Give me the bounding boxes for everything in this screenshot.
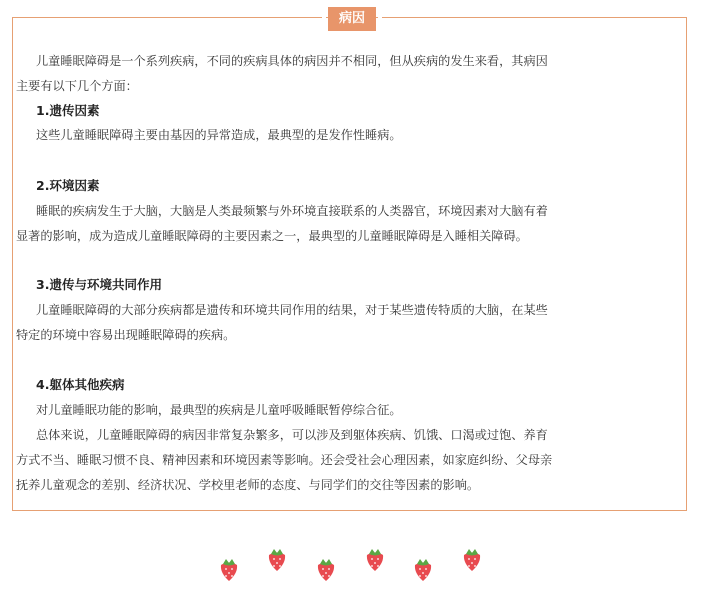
heading-environment: 2.环境因素 bbox=[36, 178, 100, 193]
strawberry-icon bbox=[461, 546, 483, 572]
section-tag: 病因 bbox=[328, 7, 376, 31]
strawberry-icon bbox=[364, 546, 386, 572]
summary-line: 抚养儿童观念的差别、经济状况、学校里老师的态度、与同学们的交往等因素的影响。 bbox=[16, 478, 480, 492]
paragraph-line: 这些儿童睡眠障碍主要由基因的异常造成，最典型的是发作性睡病。 bbox=[36, 128, 402, 142]
strawberry-icon bbox=[266, 546, 288, 572]
heading-combined: 3.遗传与环境共同作用 bbox=[36, 277, 162, 292]
summary-line: 方式不当、睡眠习惯不良、精神因素和环境因素等影响。还会受社会心理因素，如家庭纠纷、父母亲 bbox=[16, 453, 553, 467]
heading-other-disease: 4.躯体其他疾病 bbox=[36, 377, 125, 392]
intro-line: 儿童睡眠障碍是一个系列疾病，不同的疾病具体的病因并不相同，但从疾病的发生来看，其病因 bbox=[36, 54, 548, 68]
intro-line: 主要有以下几个方面： bbox=[16, 79, 138, 93]
paragraph-line: 特定的环境中容易出现睡眠障碍的疾病。 bbox=[16, 328, 236, 342]
paragraph-line: 显著的影响，成为造成儿童睡眠障碍的主要因素之一，最典型的儿童睡眠障碍是入睡相关障碍。 bbox=[16, 229, 528, 243]
paragraph-line: 对儿童睡眠功能的影响，最典型的疾病是儿童呼吸睡眠暂停综合征。 bbox=[36, 403, 402, 417]
paragraph-line: 儿童睡眠障碍的大部分疾病都是遗传和环境共同作用的结果，对于某些遗传特质的大脑，在某些 bbox=[36, 303, 548, 317]
strawberry-icon bbox=[315, 556, 337, 582]
summary-line: 总体来说，儿童睡眠障碍的病因非常复杂繁多，可以涉及到躯体疾病、饥饿、口渴或过饱、养育 bbox=[36, 428, 548, 442]
strawberry-icon bbox=[412, 556, 434, 582]
paragraph-line: 睡眠的疾病发生于大脑，大脑是人类最频繁与外环境直接联系的人类器官，环境因素对大脑有着 bbox=[36, 204, 548, 218]
strawberry-icon bbox=[218, 556, 240, 582]
heading-genetic: 1.遗传因素 bbox=[36, 103, 100, 118]
